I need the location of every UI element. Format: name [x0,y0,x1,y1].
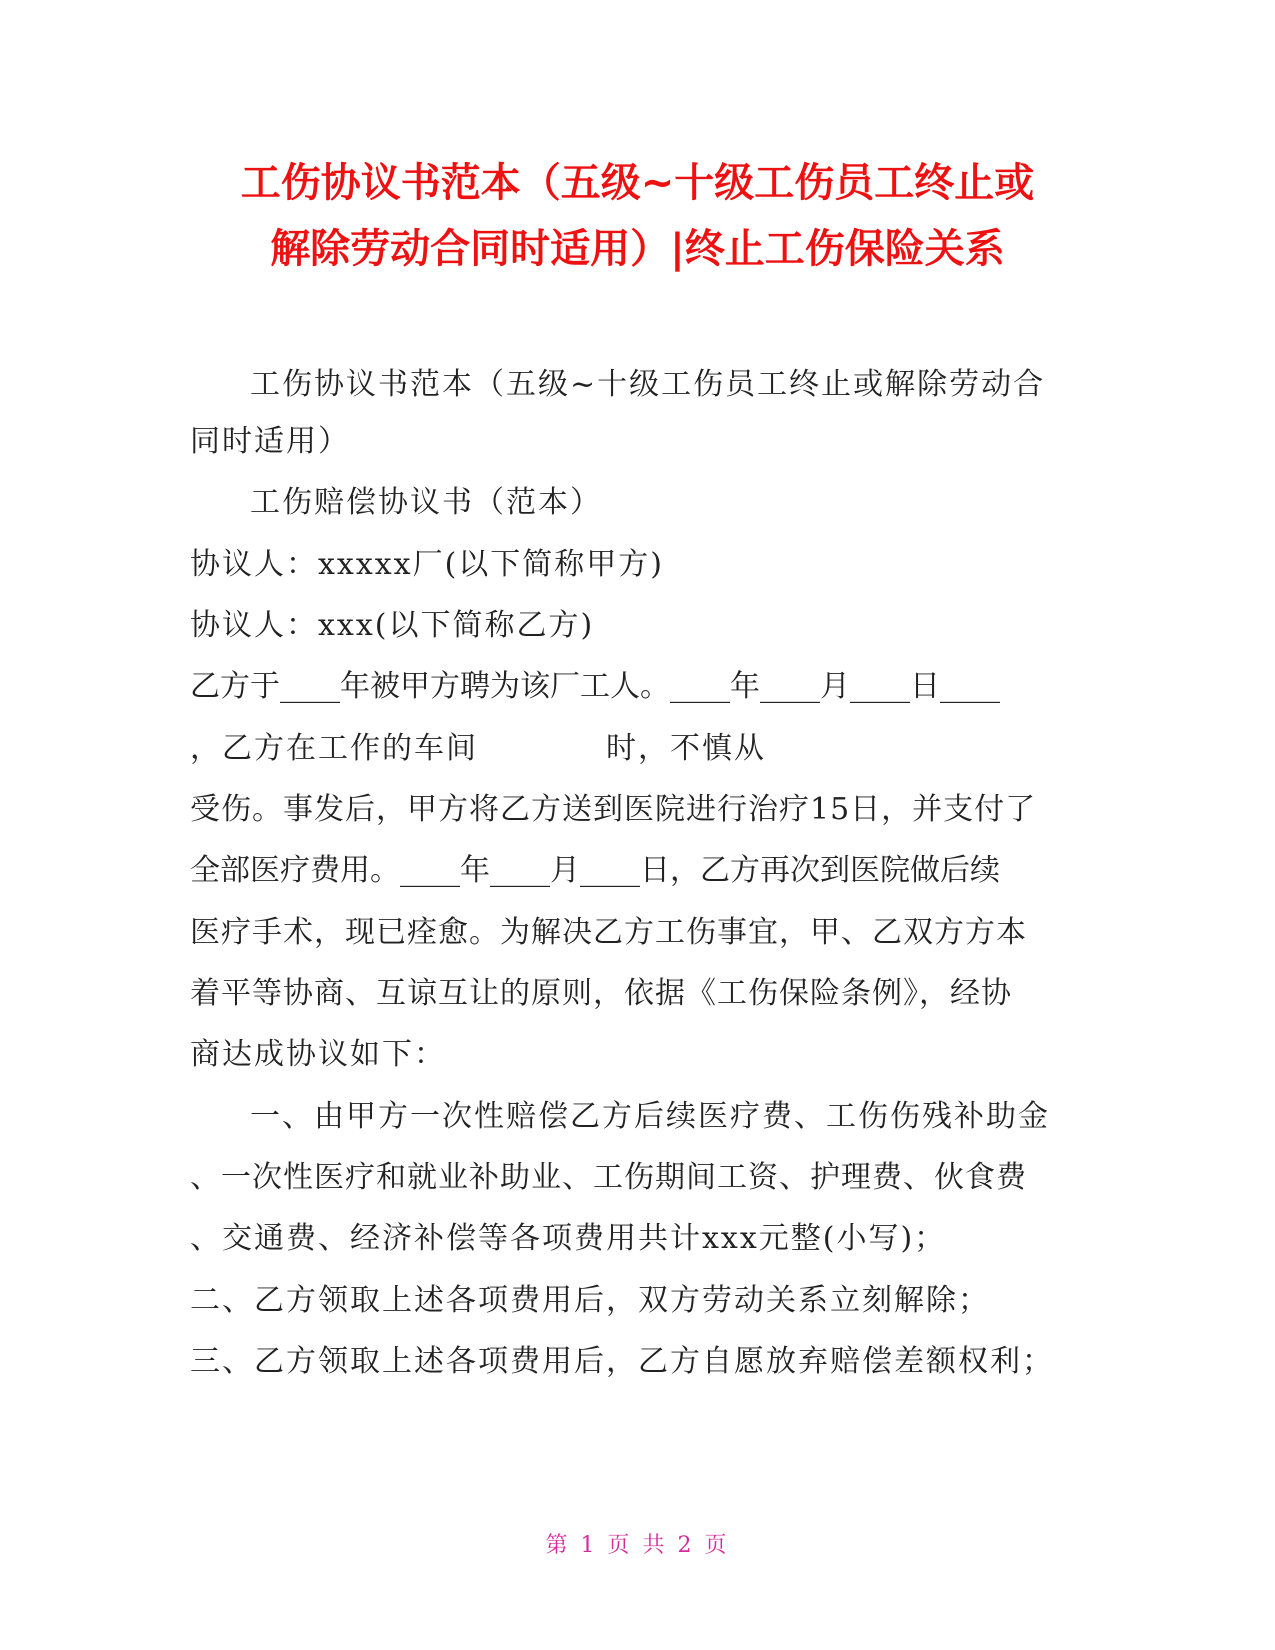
body-line: 二、乙方领取上述各项费用后，双方劳动关系立刻解除； [190,1283,990,1318]
body-line: 医疗手术，现已痊愈。为解决乙方工伤事宜，甲、乙双方方本 [190,915,1027,950]
body-line: 一、由甲方一次性赔偿乙方后续医疗费、工伤伤残补助金 [250,1099,1050,1134]
body-line: 协议人：xxxxx厂(以下简称甲方) [190,547,665,582]
body-line: 工伤协议书范本（五级~十级工伤员工终止或解除劳动合 [250,367,1046,402]
page-number: 第 1 页 共 2 页 [545,1533,730,1558]
body-line: 受伤。事发后，甲方将乙方送到医院进行治疗15日，并支付了 [190,792,1037,827]
title-line-2: 解除劳动合同时适用）|终止工伤保险关系 [270,226,1005,272]
title-line-1: 工伤协议书范本（五级~十级工伤员工终止或 [240,160,1035,206]
body-line: 三、乙方领取上述各项费用后，乙方自愿放弃赔偿差额权利； [190,1344,1054,1379]
body-line: 全部医疗费用。____年____月____日，乙方再次到医院做后续 [190,853,1000,888]
body-line: 、交通费、经济补偿等各项费用共计xxx元整(小写)； [190,1221,947,1256]
body-line: 商达成协议如下： [190,1037,446,1072]
body-line: 同时适用） [190,424,350,459]
body-line: ，乙方在工作的车间 时，不慎从 [190,731,766,766]
body-line: 乙方于____年被甲方聘为该厂工人。____年____月____日____ [190,669,1000,704]
body-line: 协议人：xxx(以下简称乙方) [190,608,595,643]
body-line: 着平等协商、互谅互让的原则，依据《工伤保险条例》，经协 [190,976,1012,1011]
body-line: 工伤赔偿协议书（范本） [250,485,602,520]
document-title [150,150,1125,282]
body-line: 、一次性医疗和就业补助业、工伤期间工资、护理费、伙食费 [190,1160,1027,1195]
